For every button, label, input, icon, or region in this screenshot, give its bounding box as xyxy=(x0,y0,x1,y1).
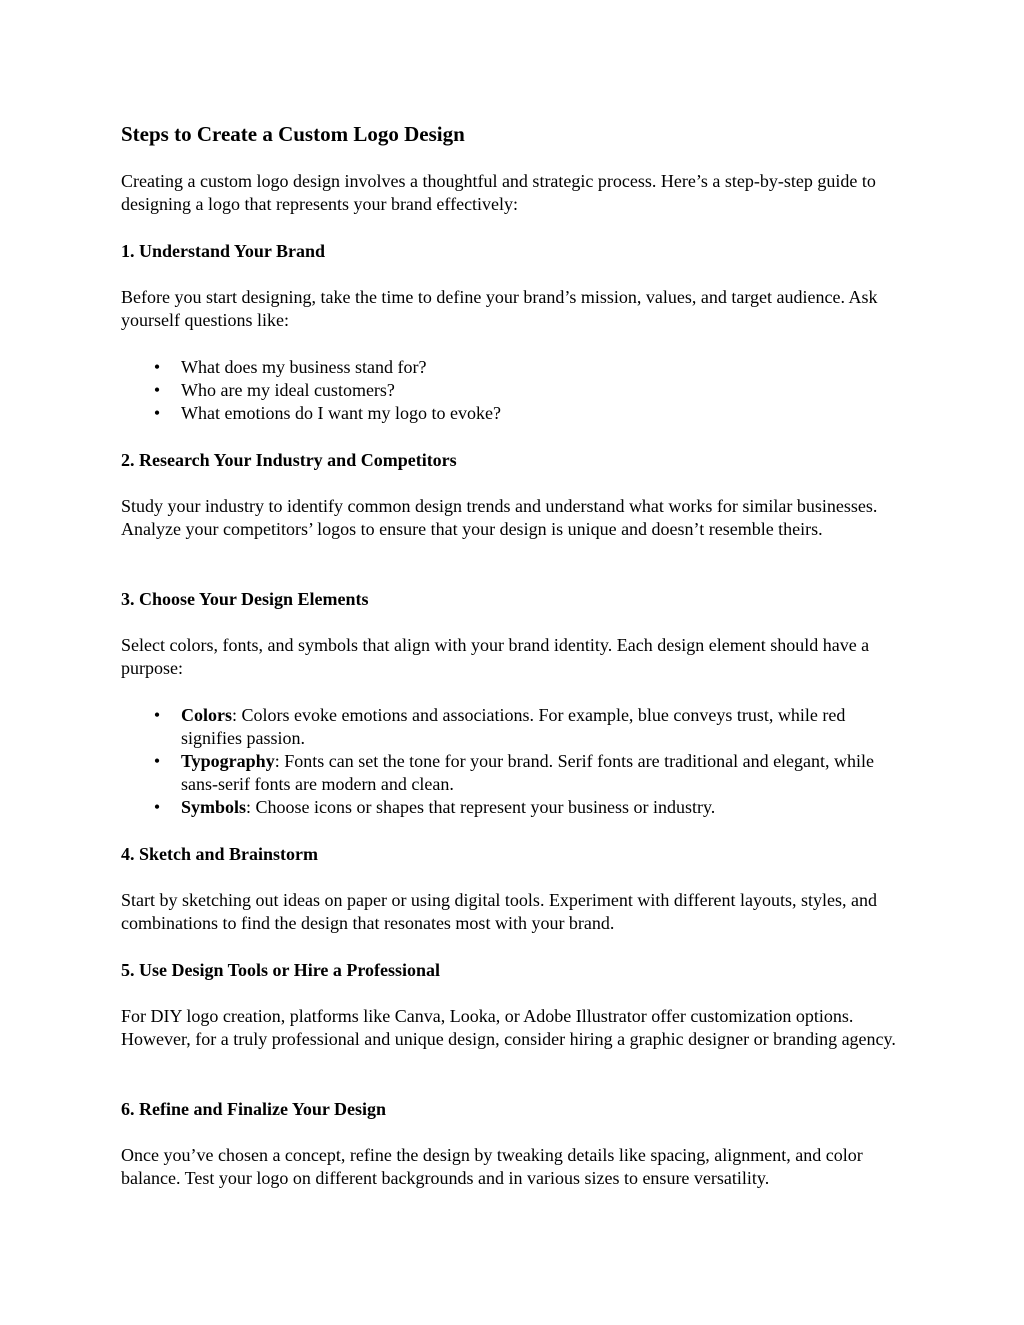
page-title: Steps to Create a Custom Logo Design xyxy=(121,122,465,146)
list-item xyxy=(121,379,901,402)
bullet-icon: • xyxy=(153,357,161,377)
section-text-design-tools: For DIY logo creation, platforms like Canva, Looka, or Adobe Illustrator offer customization options. However, for a truly professional and unique design, consider hiring a graphic designer or branding agency. xyxy=(121,1006,896,1049)
section-heading-research-industry: 2. Research Your Industry and Competitors xyxy=(121,450,457,470)
bullet-list-design-elements xyxy=(121,704,911,819)
term-symbols: Symbols xyxy=(181,797,247,817)
section-heading-refine: 6. Refine and Finalize Your Design xyxy=(121,1099,387,1119)
list-item-colors xyxy=(121,704,901,750)
term-typography: Typography xyxy=(181,751,275,771)
term-colors: Colors xyxy=(181,705,232,725)
section-text-sketch: Start by sketching out ideas on paper or using digital tools. Experiment with different layouts, styles, and combinations to find the design that resonates most with your brand. xyxy=(121,890,878,933)
section-heading-sketch: 4. Sketch and Brainstorm xyxy=(121,844,319,864)
desc-colors: : Colors evoke emotions and associations. For example, blue conveys trust, while red signifies passion. xyxy=(181,705,846,748)
desc-typography: : Fonts can set the tone for your brand. Serif fonts are traditional and elegant, while sans-serif fonts are modern and clean. xyxy=(181,751,875,794)
section-heading-design-elements: 3. Choose Your Design Elements xyxy=(121,589,369,609)
bullet-icon: • xyxy=(153,797,161,817)
intro-paragraph: Creating a custom logo design involves a thoughtful and strategic process. Here’s a step-by-step guide to designing a logo that represents your brand effectively: xyxy=(121,171,876,214)
list-item-text: Who are my ideal customers? xyxy=(181,380,395,400)
list-item xyxy=(121,356,901,379)
desc-symbols: : Choose icons or shapes that represent your business or industry. xyxy=(246,797,716,817)
bullet-icon: • xyxy=(153,705,161,725)
list-item-typography xyxy=(121,750,901,796)
section-text-understand-brand: Before you start designing, take the time to define your brand’s mission, values, and target audience. Ask yourself questions like: xyxy=(121,287,878,330)
bullet-list-brand-questions xyxy=(121,356,911,425)
bullet-icon: • xyxy=(153,403,161,423)
section-heading-understand-brand: 1. Understand Your Brand xyxy=(121,241,326,261)
bullet-icon: • xyxy=(153,380,161,400)
section-text-research-industry: Study your industry to identify common design trends and understand what works for similar businesses. Analyze your competitors’ logos to ensure that your design is unique and doesn’t resemble theirs. xyxy=(121,496,878,539)
list-item-text: What emotions do I want my logo to evoke? xyxy=(181,403,501,423)
bullet-icon: • xyxy=(153,751,161,771)
list-item-text: What does my business stand for? xyxy=(181,357,427,377)
section-heading-design-tools: 5. Use Design Tools or Hire a Professional xyxy=(121,960,441,980)
section-text-refine: Once you’ve chosen a concept, refine the design by tweaking details like spacing, alignment, and color balance. Test your logo on different backgrounds and in various sizes to ensure versatility. xyxy=(121,1145,863,1188)
list-item-symbols xyxy=(121,796,901,819)
list-item xyxy=(121,402,901,425)
section-text-design-elements: Select colors, fonts, and symbols that align with your brand identity. Each design element should have a purpose: xyxy=(121,635,870,678)
